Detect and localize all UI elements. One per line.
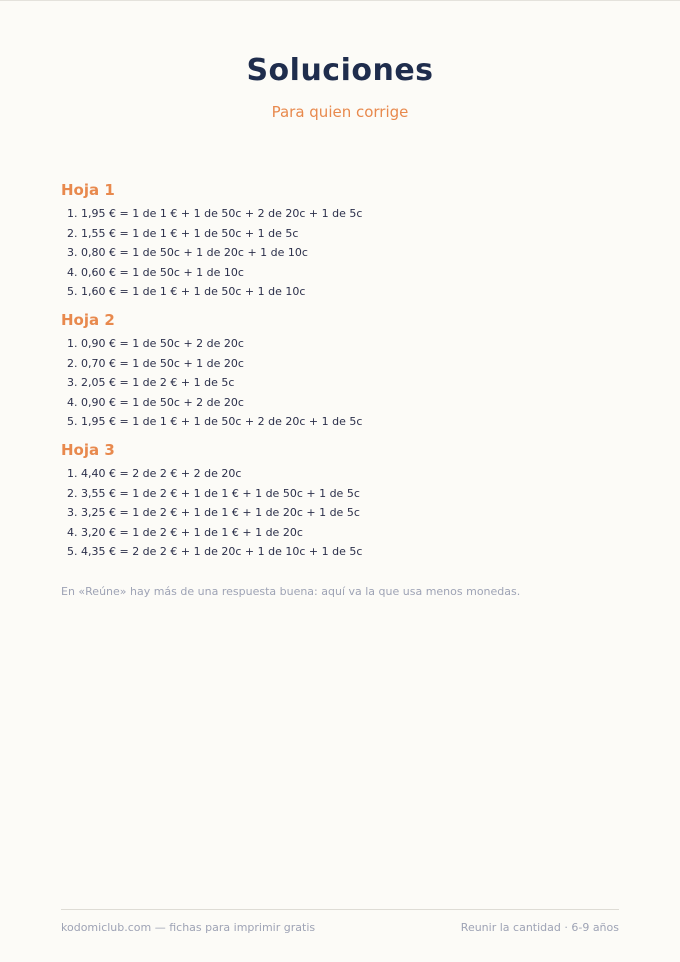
section-heading: Hoja 3	[61, 440, 115, 459]
answer-line: 1. 4,40 € = 2 de 2 € + 2 de 20c	[67, 466, 242, 480]
answer-line: 3. 2,05 € = 1 de 2 € + 1 de 5c	[67, 376, 235, 390]
answer-line: 4. 0,60 € = 1 de 50c + 1 de 10c	[67, 265, 244, 279]
footer-worksheet-info: Reunir la cantidad · 6-9 años	[460, 921, 619, 934]
answer-line: 5. 4,35 € = 2 de 2 € + 1 de 20c + 1 de 10c + 1 de 5c	[67, 545, 363, 559]
section-heading: Hoja 2	[61, 310, 115, 329]
section-hoja-1	[61, 180, 621, 302]
page-title: Soluciones	[246, 53, 434, 88]
answer-line: 1. 0,90 € = 1 de 50c + 2 de 20c	[67, 336, 244, 350]
section-hoja-3	[61, 440, 621, 562]
footer-site-text: kodomiclub.com — fichas para imprimir gratis	[61, 921, 316, 934]
answer-line: 3. 3,25 € = 1 de 2 € + 1 de 1 € + 1 de 20c + 1 de 5c	[67, 506, 360, 520]
answer-line: 5. 1,60 € = 1 de 1 € + 1 de 50c + 1 de 10c	[67, 285, 306, 299]
solutions-list	[61, 180, 621, 570]
answer-line: 3. 0,80 € = 1 de 50c + 1 de 20c + 1 de 10c	[67, 246, 308, 260]
footer-divider	[61, 909, 619, 910]
page-subtitle: Para quien corrige	[271, 103, 409, 121]
footnote: En «Reúne» hay más de una respuesta buena: aquí va la que usa menos monedas.	[61, 585, 521, 598]
answer-line: 4. 3,20 € = 1 de 2 € + 1 de 1 € + 1 de 20c	[67, 525, 303, 539]
section-hoja-2	[61, 310, 621, 432]
answer-line: 2. 1,55 € = 1 de 1 € + 1 de 50c + 1 de 5c	[67, 226, 299, 240]
answer-line: 5. 1,95 € = 1 de 1 € + 1 de 50c + 2 de 20c + 1 de 5c	[67, 415, 363, 429]
answer-line: 2. 0,70 € = 1 de 50c + 1 de 20c	[67, 356, 244, 370]
section-heading: Hoja 1	[61, 181, 115, 199]
answer-line: 2. 3,55 € = 1 de 2 € + 1 de 1 € + 1 de 50c + 1 de 5c	[67, 486, 360, 500]
answer-line: 1. 1,95 € = 1 de 1 € + 1 de 50c + 2 de 20c + 1 de 5c	[67, 207, 363, 220]
answer-line: 4. 0,90 € = 1 de 50c + 2 de 20c	[67, 395, 244, 409]
